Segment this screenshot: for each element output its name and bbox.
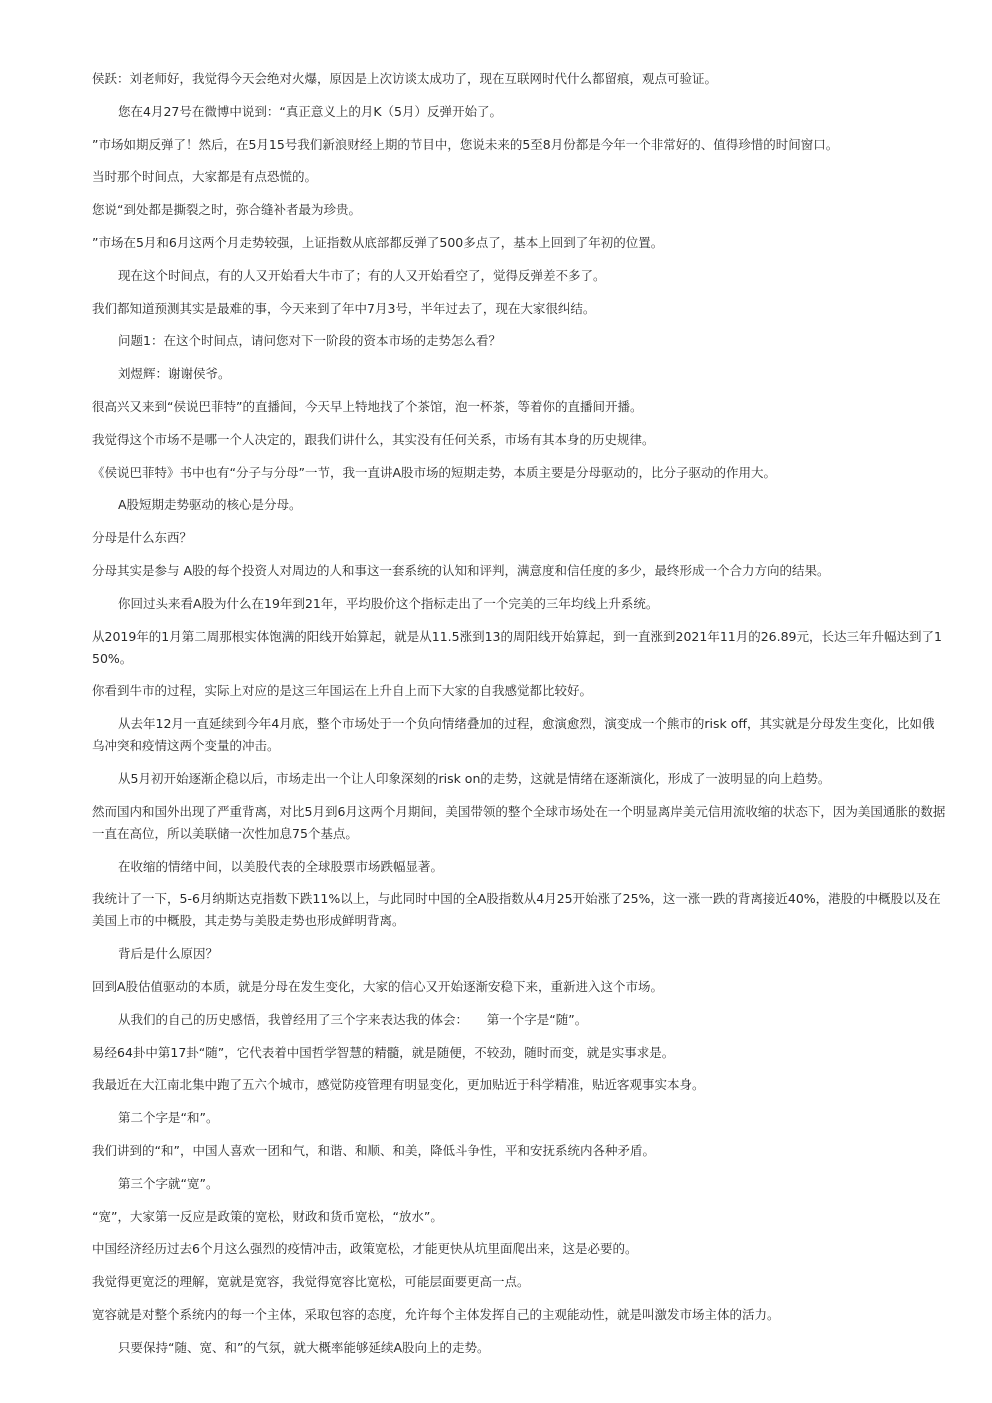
article-body bbox=[92, 68, 946, 1359]
paragraph: “宽”，大家第一反应是政策的宽松，财政和货币宽松，“放水”。 bbox=[92, 1208, 443, 1224]
paragraph: 你看到牛市的过程，实际上对应的是这三年国运在上升自上而下大家的自我感觉都比较好。 bbox=[92, 683, 593, 699]
paragraph: 回到A股估值驱动的本质，就是分母在发生变化，大家的信心又开始逐渐安稳下来，重新进入这个市场。 bbox=[92, 978, 664, 994]
paragraph: 《侯说巴菲特》书中也有“分子与分母”一节，我一直讲A股市场的短期走势，本质主要是分母驱动的，比分子驱动的作用大。 bbox=[92, 464, 777, 480]
paragraph: 分母是什么东西？ bbox=[92, 530, 193, 546]
paragraph: ”市场在5月和6月这两个月走势较强，上证指数从底部都反弹了500多点了，基本上回到了年初的位置。 bbox=[92, 234, 664, 250]
paragraph: 宽容就是对整个系统内的每一个主体，采取包容的态度，允许每个主体发挥自己的主观能动性，就是叫激发市场主体的活力。 bbox=[92, 1306, 780, 1322]
paragraph: A股短期走势驱动的核心是分母。 bbox=[118, 497, 302, 513]
paragraph: 第二个字是“和”。 bbox=[118, 1110, 219, 1126]
paragraph: 第三个字就“宽”。 bbox=[118, 1175, 219, 1191]
paragraph: 侯跃：刘老师好，我觉得今天会绝对火爆，原因是上次访谈太成功了，现在互联网时代什么都留痕，观点可验证。 bbox=[92, 71, 718, 86]
paragraph: 背后是什么原因？ bbox=[118, 946, 219, 962]
paragraph: 我觉得更宽泛的理解，宽就是宽容，我觉得宽容比宽松，可能层面要更高一点。 bbox=[92, 1274, 530, 1290]
paragraph: 问题1：在这个时间点，请问您对下一阶段的资本市场的走势怎么看？ bbox=[118, 333, 501, 349]
paragraph: 然而国内和国外出现了严重背离，对比5月到6月这两个月期间，美国带领的整个全球市场处在一个明显离岸美元信用流收缩的状态下，因为美国通胀的数据一直在高位，所以美联储一次性加息75个基点。 bbox=[92, 803, 946, 841]
paragraph: 您在4月27号在微博中说到：“真正意义上的月K（5月）反弹开始了。 bbox=[118, 103, 502, 119]
paragraph: 很高兴又来到“侯说巴菲特”的直播间，今天早上特地找了个茶馆，泡一杯茶，等着你的直播间开播。 bbox=[92, 398, 643, 414]
paragraph: 我们讲到的“和”，中国人喜欢一团和气，和谐、和顺、和美，降低斗争性，平和安抚系统内各种矛盾。 bbox=[92, 1142, 655, 1158]
paragraph: 您说“到处都是撕裂之时，弥合缝补者最为珍贵。 bbox=[92, 202, 361, 218]
paragraph: 当时那个时间点，大家都是有点恐慌的。 bbox=[92, 169, 318, 185]
paragraph: 在收缩的情绪中间，以美股代表的全球股票市场跌幅显著。 bbox=[118, 858, 444, 874]
paragraph: 我觉得这个市场不是哪一个人决定的，跟我们讲什么，其实没有任何关系，市场有其本身的历史规律。 bbox=[92, 431, 655, 447]
paragraph: 从去年12月一直延续到今年4月底，整个市场处于一个负向情绪叠加的过程，愈演愈烈，演变成一个熊市的risk off，其实就是分母发生变化，比如俄乌冲突和疫情这两个变量的冲击。 bbox=[92, 716, 935, 754]
paragraph: ”市场如期反弹了！然后，在5月15号我们新浪财经上期的节目中，您说未来的5至8月份都是今年一个非常好的、值得珍惜的时间窗口。 bbox=[92, 136, 839, 152]
paragraph: 刘煜辉：谢谢侯爷。 bbox=[118, 366, 231, 382]
paragraph: 我统计了一下，5-6月纳斯达克指数下跌11%以上，与此同时中国的全A股指数从4月25开始涨了25%，这一涨一跌的背离接近40%，港股的中概股以及在美国上市的中概股，其走势与美股走势也形成鲜明背离。 bbox=[92, 891, 941, 929]
paragraph: 我们都知道预测其实是最难的事，今天来到了年中7月3号，半年过去了，现在大家很纠结。 bbox=[92, 300, 596, 316]
paragraph: 从5月初开始逐渐企稳以后，市场走出一个让人印象深刻的risk on的走势，这就是情绪在逐渐演化，形成了一波明显的向上趋势。 bbox=[118, 770, 831, 786]
paragraph: 只要保持“随、宽、和”的气氛，就大概率能够延续A股向上的走势。 bbox=[118, 1339, 490, 1355]
paragraph: 你回过头来看A股为什么在19年到21年，平均股价这个指标走出了一个完美的三年均线上升系统。 bbox=[118, 595, 659, 611]
paragraph: 从我们的自己的历史感悟，我曾经用了三个字来表达我的体会： 第一个字是“随”。 bbox=[118, 1011, 588, 1027]
paragraph: 现在这个时间点，有的人又开始看大牛市了；有的人又开始看空了，觉得反弹差不多了。 bbox=[118, 267, 606, 283]
paragraph: 从2019年的1月第二周那根实体饱满的阳线开始算起，就是从11.5涨到13的周阳线开始算起，到一直涨到2021年11月的26.89元，长达三年升幅达到了150%。 bbox=[92, 628, 942, 666]
paragraph: 我最近在大江南北集中跑了五六个城市，感觉防疫管理有明显变化，更加贴近于科学精准，贴近客观事实本身。 bbox=[92, 1077, 705, 1093]
paragraph: 易经64卦中第17卦“随”，它代表着中国哲学智慧的精髓，就是随便，不较劲，随时而变，就是实事求是。 bbox=[92, 1044, 675, 1060]
paragraph: 中国经济经历过去6个月这么强烈的疫情冲击，政策宽松，才能更快从坑里面爬出来，这是必要的。 bbox=[92, 1241, 638, 1257]
paragraph: 分母其实是参与 A股的每个投资人对周边的人和事这一套系统的认知和评判，满意度和信任度的多少，最终形成一个合力方向的结果。 bbox=[92, 562, 830, 578]
